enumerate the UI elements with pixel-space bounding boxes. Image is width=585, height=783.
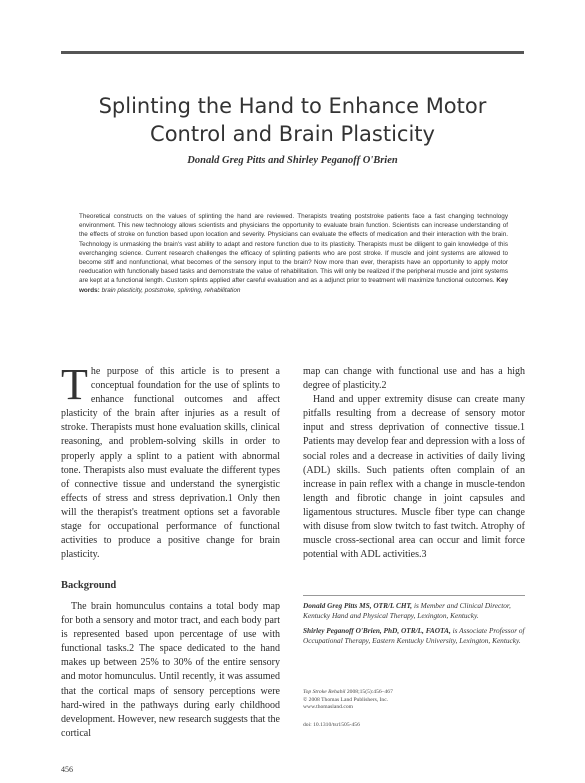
page-number: 456 [61,765,73,774]
title-line-1: Splinting the Hand to Enhance Motor [98,94,487,118]
copyright: © 2008 Thomas Land Publishers, Inc. [303,696,389,703]
intro-text: he purpose of this article is to present a conceptual foundation for the use of splints to enhance functional outcomes and affect plasticity of the brain after injuries as a result of stroke. Therapists must hone evaluation skills, clinical reasoning, and problem-solving skills in order to properly apply a splint to a patient with abnormal tone. Therapists also must evaluate the different types of connective tissue and understand the synergistic effects of stress and stress deprivation.1 Only then will the therapist's treatment options set a favorable stage for occupational performance of functional activities to produce a positive change for brain plasticity. [61,366,280,561]
author2-note [303,626,525,647]
keywords-label: Key words: [79,277,508,294]
journal-volume: 2008;15(5):456–467 [346,689,393,695]
author-footnotes [303,601,525,651]
section-heading-background: Background [61,580,117,591]
left-column-intro [61,360,280,562]
author1-name: Donald Greg Pitts MS, OTR/L CHT, [303,601,413,610]
intro-paragraph [61,360,280,562]
abstract [79,212,508,295]
author1-note [303,601,525,622]
left-column-background [61,600,280,741]
footnote-rule [303,595,525,596]
author2-name: Shirley Peganoff O'Brien, PhD, OTR/L, FAOTA, [303,625,451,635]
author2-role: is Associate Professor of Occupational Therapy, Eastern Kentucky University, Lexington, Kentucky. [303,625,525,646]
background-paragraph: The brain homunculus contains a total body map for both a sensory and motor tract, and each body part is represented based upon percentage of use with functional tasks.2 The space dedicated to the hand makes up between 25% to 30% of the entire sensory and motor homunculus. Until recently, it was assumed that the cortical maps of sensory perceptions were hard-wired in the pathways during early childhood development. However, new research suggests that the cortical [61,601,280,739]
publisher-website: www.thomasland.com [303,704,353,711]
journal-name: Top Stroke Rehabil [303,689,346,695]
keywords: brain plasticity, poststroke, splinting, rehabilitation [101,286,241,294]
right-column [303,365,525,562]
journal-citation [303,689,525,712]
abstract-text: Theoretical constructs on the values of splinting the hand are reviewed. Therapists treating poststroke patients face a fast changing technology environment. This new technology allows scientists and physicians the opportunity to evaluate brain function. Scientists can increase understanding of the effects of stroke on function based upon location and severity. Physicians can evaluate the effects of medication and their interaction with the brain. Technology is unmasking the brain's vast ability to adapt and restore function due to its plasticity. Therapists must be diligent to gain knowledge of this everchanging science. Current research challenges the efficacy of splinting patients who are post stroke. If muscle and joint systems are allowed to become stiff and nonfunctional, what becomes of the sensory input to the brain? Now more than ever, therapists have an opportunity to apply motor reeducation with functionally based tasks and demonstrate the value of rehabilitation. This will only be realized if the peripheral muscle and joint systems are kept at a functional length. Custom splints applied after careful evaluation and as a adjunct prior to treatment will maximize functional outcomes. [79,213,508,285]
doi: doi: 10.1310/tsr1505-456 [303,722,360,728]
right-paragraph-2: Hand and upper extremity disuse can create many pitfalls resulting from a decrease of sensory motor input and stress deprivation of connective tissue.1 Patients may develop fear and depression with a loss of social roles and a decrease in activities of daily living (ADL) skills. Such patients often complain of an increase in pain reflex with a change in muscle-tendon length and fibrotic change in joint capsules and ligamentous structures. Muscle fiber type can change with disuse from slow twitch to fast twitch. Atrophy of muscle cross-sectional area can occur and limit force potential with ADL activities.3 [303,394,525,561]
title-line-2: Control and Brain Plasticity [150,122,435,146]
right-paragraph-1: map can change with functional use and has a high degree of plasticity.2 [303,366,525,392]
drop-cap: T [61,360,88,409]
article-title [40,92,545,148]
author1-role: is Member and Clinical Director, Kentucky Hand and Physical Therapy, Lexington, Kentucky. [303,601,511,621]
article-authors: Donald Greg Pitts and Shirley Peganoff O'Brien [187,155,398,166]
top-rule [61,51,524,54]
